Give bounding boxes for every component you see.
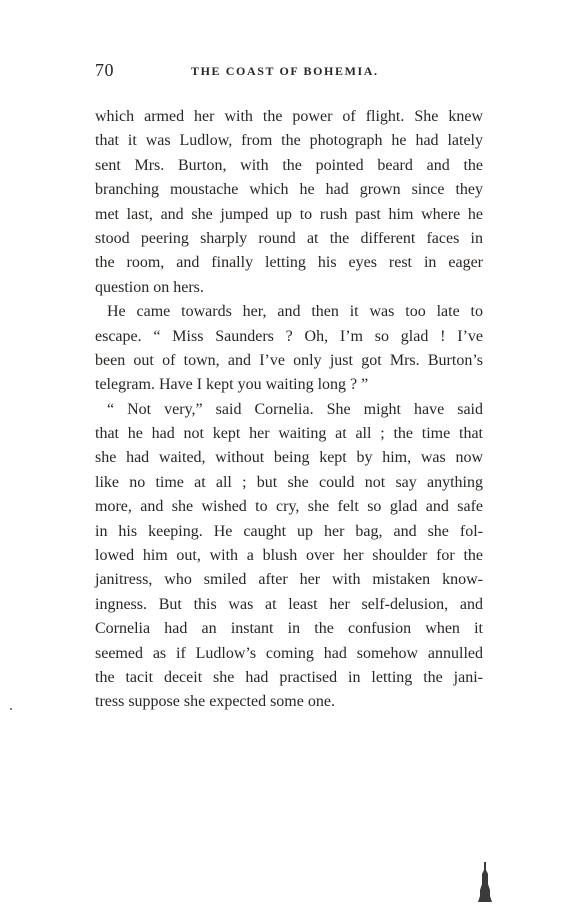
text-line: telegram. Have I kept you waiting long ? ” bbox=[95, 376, 369, 394]
margin-speck bbox=[10, 708, 12, 710]
page-number: 70 bbox=[95, 60, 114, 80]
text-line: the room, and finally letting his eyes rest in eager bbox=[95, 254, 483, 272]
page-header bbox=[95, 58, 483, 86]
text-line: janitress, who smiled after her with mistaken know- bbox=[95, 571, 483, 589]
text-line: that he had not kept her waiting at all ; the time that bbox=[95, 425, 483, 443]
text-line: Cornelia had an instant in the confusion when it bbox=[95, 620, 483, 638]
text-line: escape. “ Miss Saunders ? Oh, I’m so glad ! I’ve bbox=[95, 327, 483, 345]
text-line: like no time at all ; but she could not say anything bbox=[95, 473, 483, 491]
text-line: sent Mrs. Burton, with the pointed beard and the bbox=[95, 156, 483, 174]
text-line: the tacit deceit she had practised in letting the jani- bbox=[95, 668, 483, 686]
text-line: tress suppose she expected some one. bbox=[95, 693, 335, 711]
text-line: in his keeping. He caught up her bag, and she fol- bbox=[95, 522, 483, 540]
text-line: met last, and she jumped up to rush past him where he bbox=[95, 205, 483, 223]
running-title: THE COAST OF BOHEMIA. bbox=[191, 64, 379, 78]
body-text bbox=[95, 105, 483, 715]
text-line: more, and she wished to cry, she felt so glad and safe bbox=[95, 498, 483, 516]
text-line: question on hers. bbox=[95, 278, 204, 296]
text-line: which armed her with the power of flight. She knew bbox=[95, 108, 483, 125]
text-line: lowed him out, with a blush over her shoulder for the bbox=[95, 547, 483, 565]
text-line: been out of town, and I’ve only just got Mrs. Burton’s bbox=[95, 351, 483, 369]
text-line: “ Not very,” said Cornelia. She might have said bbox=[107, 400, 483, 418]
library-stamp-mark bbox=[478, 862, 492, 902]
text-line: that it was Ludlow, from the photograph he had lately bbox=[95, 132, 483, 150]
text-line: ingness. But this was at least her self-delusion, and bbox=[95, 595, 483, 613]
text-line: He came towards her, and then it was too late to bbox=[107, 303, 483, 321]
text-line: branching moustache which he had grown since they bbox=[95, 181, 483, 199]
text-line: seemed as if Ludlow’s coming had somehow annulled bbox=[95, 644, 483, 662]
text-line: she had waited, without being kept by him, was now bbox=[95, 449, 483, 467]
text-line: stood peering sharply round at the different faces in bbox=[95, 229, 483, 247]
